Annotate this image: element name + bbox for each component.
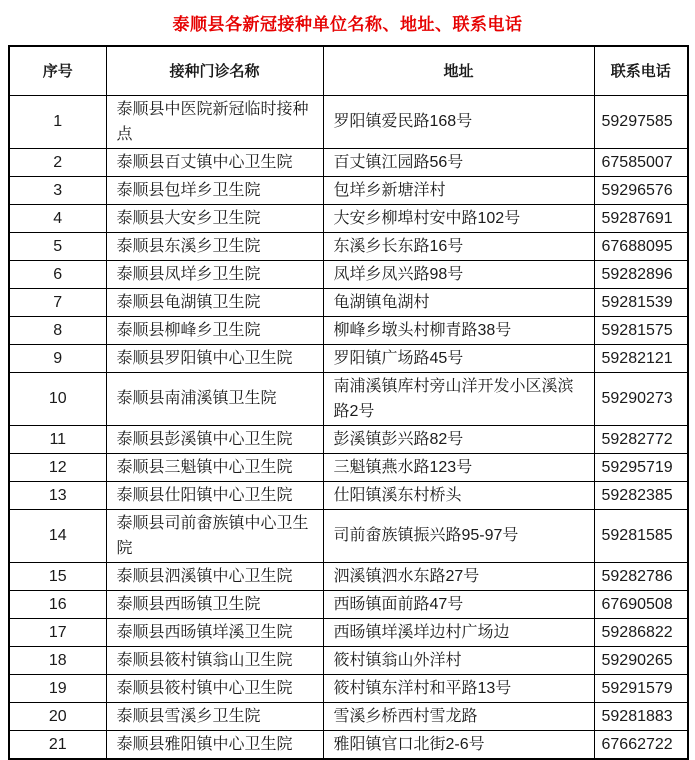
address-cell: 龟湖镇龟湖村: [323, 288, 594, 316]
row-index-cell: 13: [9, 481, 106, 509]
table-row: [9, 176, 688, 204]
table-row: [9, 481, 688, 509]
phone-cell: 59296576: [594, 176, 688, 204]
table-row: [9, 674, 688, 702]
address-cell: 仕阳镇溪东村桥头: [323, 481, 594, 509]
row-index-cell: 2: [9, 148, 106, 176]
table-row: [9, 509, 688, 562]
row-index-cell: 8: [9, 316, 106, 344]
clinic-name-cell: 泰顺县雪溪乡卫生院: [106, 702, 323, 730]
address-cell: 筱村镇翁山外洋村: [323, 646, 594, 674]
clinic-name-cell: 泰顺县中医院新冠临时接种点: [106, 95, 323, 148]
address-cell: 罗阳镇广场路45号: [323, 344, 594, 372]
table-row: [9, 204, 688, 232]
address-cell: 西旸镇垟溪垟边村广场边: [323, 618, 594, 646]
table-row: [9, 260, 688, 288]
page-title: 泰顺县各新冠接种单位名称、地址、联系电话: [172, 15, 523, 34]
phone-cell: 59282772: [594, 425, 688, 453]
row-index-cell: 5: [9, 232, 106, 260]
address-cell: 司前畲族镇振兴路95-97号: [323, 509, 594, 562]
clinic-name-cell: 泰顺县筱村镇中心卫生院: [106, 674, 323, 702]
address-cell: 罗阳镇爱民路168号: [323, 95, 594, 148]
row-index-cell: 11: [9, 425, 106, 453]
phone-cell: 59281585: [594, 509, 688, 562]
phone-cell: 59287691: [594, 204, 688, 232]
phone-cell: 59291579: [594, 674, 688, 702]
address-cell: 雅阳镇官口北街2-6号: [323, 730, 594, 759]
table-row: [9, 148, 688, 176]
clinic-name-cell: 泰顺县雅阳镇中心卫生院: [106, 730, 323, 759]
address-cell: 南浦溪镇库村旁山洋开发小区溪滨路2号: [323, 372, 594, 425]
address-cell: 西旸镇面前路47号: [323, 590, 594, 618]
phone-cell: 59282896: [594, 260, 688, 288]
address-cell: 东溪乡长东路16号: [323, 232, 594, 260]
phone-cell: 67690508: [594, 590, 688, 618]
row-index-cell: 18: [9, 646, 106, 674]
row-index-cell: 21: [9, 730, 106, 759]
table-row: [9, 646, 688, 674]
clinic-name-cell: 泰顺县罗阳镇中心卫生院: [106, 344, 323, 372]
vaccination-units-table: [8, 45, 689, 760]
clinic-name-cell: 泰顺县泗溪镇中心卫生院: [106, 562, 323, 590]
phone-cell: 59282385: [594, 481, 688, 509]
table-row: [9, 316, 688, 344]
header-address: 地址: [323, 46, 594, 95]
table-row: [9, 590, 688, 618]
table-body: [9, 95, 688, 759]
table-row: [9, 453, 688, 481]
clinic-name-cell: 泰顺县包垟乡卫生院: [106, 176, 323, 204]
phone-cell: 59290265: [594, 646, 688, 674]
clinic-name-cell: 泰顺县仕阳镇中心卫生院: [106, 481, 323, 509]
header-index: 序号: [9, 46, 106, 95]
row-index-cell: 14: [9, 509, 106, 562]
row-index-cell: 3: [9, 176, 106, 204]
clinic-name-cell: 泰顺县百丈镇中心卫生院: [106, 148, 323, 176]
clinic-name-cell: 泰顺县三魁镇中心卫生院: [106, 453, 323, 481]
table-row: [9, 232, 688, 260]
table-row: [9, 372, 688, 425]
address-cell: 泗溪镇泗水东路27号: [323, 562, 594, 590]
clinic-name-cell: 泰顺县凤垟乡卫生院: [106, 260, 323, 288]
clinic-name-cell: 泰顺县柳峰乡卫生院: [106, 316, 323, 344]
table-row: [9, 562, 688, 590]
clinic-name-cell: 泰顺县西旸镇垟溪卫生院: [106, 618, 323, 646]
table-row: [9, 95, 688, 148]
phone-cell: 59295719: [594, 453, 688, 481]
row-index-cell: 9: [9, 344, 106, 372]
phone-cell: 67662722: [594, 730, 688, 759]
clinic-name-cell: 泰顺县南浦溪镇卫生院: [106, 372, 323, 425]
phone-cell: 59281575: [594, 316, 688, 344]
clinic-name-cell: 泰顺县筱村镇翁山卫生院: [106, 646, 323, 674]
address-cell: 凤垟乡凤兴路98号: [323, 260, 594, 288]
table-row: [9, 618, 688, 646]
address-cell: 包垟乡新塘洋村: [323, 176, 594, 204]
row-index-cell: 12: [9, 453, 106, 481]
clinic-name-cell: 泰顺县东溪乡卫生院: [106, 232, 323, 260]
phone-cell: 67585007: [594, 148, 688, 176]
row-index-cell: 4: [9, 204, 106, 232]
clinic-name-cell: 泰顺县司前畲族镇中心卫生院: [106, 509, 323, 562]
phone-cell: 59281883: [594, 702, 688, 730]
table-row: [9, 288, 688, 316]
table-row: [9, 730, 688, 759]
phone-cell: 59290273: [594, 372, 688, 425]
phone-cell: 67688095: [594, 232, 688, 260]
header-phone: 联系电话: [594, 46, 688, 95]
clinic-name-cell: 泰顺县龟湖镇卫生院: [106, 288, 323, 316]
table-row: [9, 344, 688, 372]
row-index-cell: 19: [9, 674, 106, 702]
row-index-cell: 10: [9, 372, 106, 425]
row-index-cell: 7: [9, 288, 106, 316]
table-row: [9, 702, 688, 730]
address-cell: 筱村镇东洋村和平路13号: [323, 674, 594, 702]
phone-cell: 59281539: [594, 288, 688, 316]
phone-cell: 59282121: [594, 344, 688, 372]
table-row: [9, 425, 688, 453]
table-header: [9, 46, 688, 95]
clinic-name-cell: 泰顺县彭溪镇中心卫生院: [106, 425, 323, 453]
address-cell: 三魁镇燕水路123号: [323, 453, 594, 481]
clinic-name-cell: 泰顺县大安乡卫生院: [106, 204, 323, 232]
row-index-cell: 15: [9, 562, 106, 590]
address-cell: 彭溪镇彭兴路82号: [323, 425, 594, 453]
clinic-name-cell: 泰顺县西旸镇卫生院: [106, 590, 323, 618]
header-clinic-name: 接种门诊名称: [106, 46, 323, 95]
row-index-cell: 17: [9, 618, 106, 646]
row-index-cell: 6: [9, 260, 106, 288]
address-cell: 百丈镇江园路56号: [323, 148, 594, 176]
address-cell: 雪溪乡桥西村雪龙路: [323, 702, 594, 730]
row-index-cell: 1: [9, 95, 106, 148]
phone-cell: 59282786: [594, 562, 688, 590]
address-cell: 大安乡柳埠村安中路102号: [323, 204, 594, 232]
address-cell: 柳峰乡墩头村柳青路38号: [323, 316, 594, 344]
row-index-cell: 16: [9, 590, 106, 618]
phone-cell: 59297585: [594, 95, 688, 148]
phone-cell: 59286822: [594, 618, 688, 646]
header-row: [9, 46, 688, 95]
row-index-cell: 20: [9, 702, 106, 730]
